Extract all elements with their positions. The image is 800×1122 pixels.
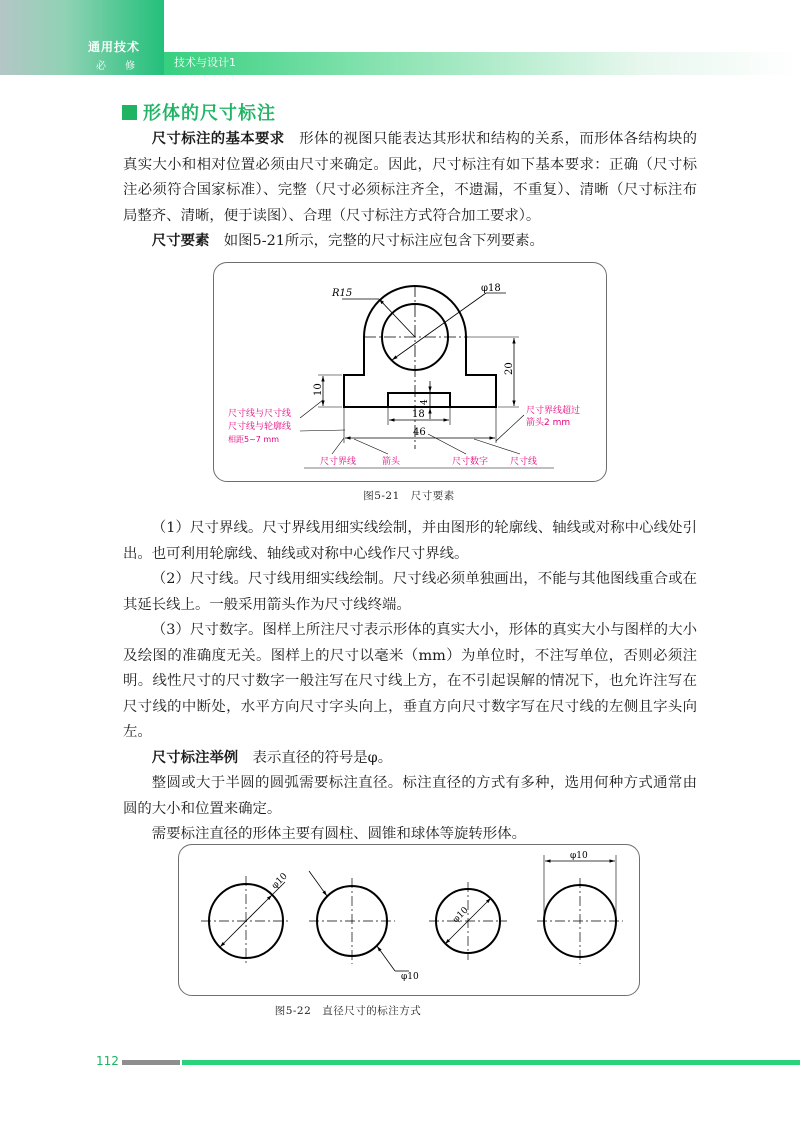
paragraph-rotational-bodies: 需要标注直径的形体主要有圆柱、圆锥和球体等旋转形体。 [151, 826, 526, 842]
dim-a-label: φ10 [270, 871, 290, 892]
dim-10-label: 10 [313, 383, 324, 396]
dim-r15-label: R15 [332, 288, 353, 299]
term-basic-requirements: 尺寸标注的基本要求 [151, 131, 285, 147]
paragraph-dimension-line: （2）尺寸线。尺寸线用细实线绘制。尺寸线必须单独画出，不能与其他图线重合或在其延长线上。一般采用箭头作为尺寸线终端。 [123, 571, 697, 613]
label-extension-line: 尺寸界线 [320, 457, 357, 467]
text-example: 表示直径的符号是φ。 [252, 750, 393, 766]
label-dimension-number: 尺寸数字 [452, 457, 489, 467]
figure-5-22-drawing [179, 845, 639, 995]
note-right-line2: 箭头2 mm [526, 418, 571, 428]
page-header [0, 0, 800, 75]
dim-4-label: 4 [420, 399, 430, 405]
diameter-example-a [201, 871, 291, 966]
header-gradient-band [164, 52, 800, 75]
paragraph-basic-requirements [123, 127, 697, 229]
note-left-leader-1 [300, 400, 323, 418]
paragraph-example [123, 746, 697, 772]
paragraph-dimension-elements [123, 229, 697, 255]
note-left-line1: 尺寸线与尺寸线 [228, 409, 292, 419]
figure-5-21-drawing [214, 263, 606, 481]
footer-gray-bar [122, 1060, 180, 1065]
paragraph-dimension-number: （3）尺寸数字。图样上所注尺寸表示形体的真实大小，形体的真实大小与图样的大小及绘图的准确度无关。图样上的尺寸以毫米（mm）为单位时，不注写单位，否则必须注明。线性尺寸的尺寸数字一般注写在尺寸线上方，在不引起误解的情况下，也允许注写在尺寸线的中断处，水平方向尺寸字头向上，垂直方向尺寸数字写在尺寸线的左侧且字头向左。 [123, 622, 697, 740]
pointer-arrow [354, 439, 388, 454]
pointer-dimension-line [474, 439, 520, 454]
paragraph-extension-line: （1）尺寸界线。尺寸界线用细实线绘制，并由图形的轮廓线、轴线或对称中心线处引出。也可利用轮廓线、轴线或对称中心线作尺寸界线。 [123, 520, 697, 562]
header-course-name: 技术与设计1 [174, 56, 236, 69]
label-arrow: 箭头 [382, 457, 401, 467]
footer-green-bar [182, 1060, 800, 1065]
dim-18-label: 18 [412, 409, 425, 420]
figure-5-22-caption: 图5-22 直径尺寸的标注方式 [274, 1005, 422, 1017]
note-right-leader [496, 415, 524, 441]
note-left-leader-2 [300, 430, 345, 431]
diameter-example-d [537, 851, 623, 964]
part-slot [388, 393, 450, 407]
label-dimension-line: 尺寸线 [510, 457, 538, 467]
note-right-line1: 尺寸界线超过 [526, 406, 581, 416]
text-basic-requirements: 形体的视图只能表达其形状和结构的关系，而形体各结构块的真实大小和相对位置必须由尺寸来确定。因此，尺寸标注有如下基本要求：正确（尺寸标注必须符合国家标准）、完整（尺寸必须标注齐全，不遗漏，不重复）、清晰（尺寸标注布局整齐、清晰，便于读图）、合理（尺寸标注方式符合加工要求）。 [123, 131, 697, 224]
term-example: 尺寸标注举例 [151, 750, 239, 766]
paragraph-diameter-rule: 整圆或大于半圆的圆弧需要标注直径。标注直径的方式有多种，选用何种方式通常由圆的大小和位置来确定。 [123, 775, 697, 817]
diameter-example-b [309, 871, 419, 982]
pointer-extension-line [332, 438, 344, 454]
header-series-title: 通用技术 [88, 40, 141, 54]
figure-5-22 [178, 844, 640, 996]
dim-c-label: φ10 [451, 905, 471, 926]
phi18-leader [392, 293, 486, 360]
diameter-example-c [429, 882, 507, 960]
note-left-line3: 相距5~7 mm [228, 435, 280, 444]
page-number: 112 [96, 1054, 119, 1068]
text-dimension-elements: 如图5-21所示，完整的尺寸标注应包含下列要素。 [223, 233, 544, 249]
dim-46-label: 46 [413, 427, 426, 438]
header-subtitle: 必 修 [96, 61, 144, 72]
section-heading [122, 101, 276, 123]
figure-5-21-caption: 图5-21 尺寸要素 [363, 490, 455, 502]
pointer-dimension-number [428, 434, 466, 454]
dim-b-label: φ10 [401, 972, 419, 982]
figure-5-21 [213, 262, 607, 482]
dim-phi18-label: φ18 [481, 283, 501, 294]
dim-20-label: 20 [504, 362, 515, 375]
term-dimension-elements: 尺寸要素 [151, 233, 210, 249]
section-title: 形体的尺寸标注 [143, 103, 276, 124]
dim-d-label: φ10 [570, 851, 588, 861]
note-left-line2: 尺寸线与轮廓线 [228, 422, 292, 432]
heading-square-icon [122, 105, 137, 120]
